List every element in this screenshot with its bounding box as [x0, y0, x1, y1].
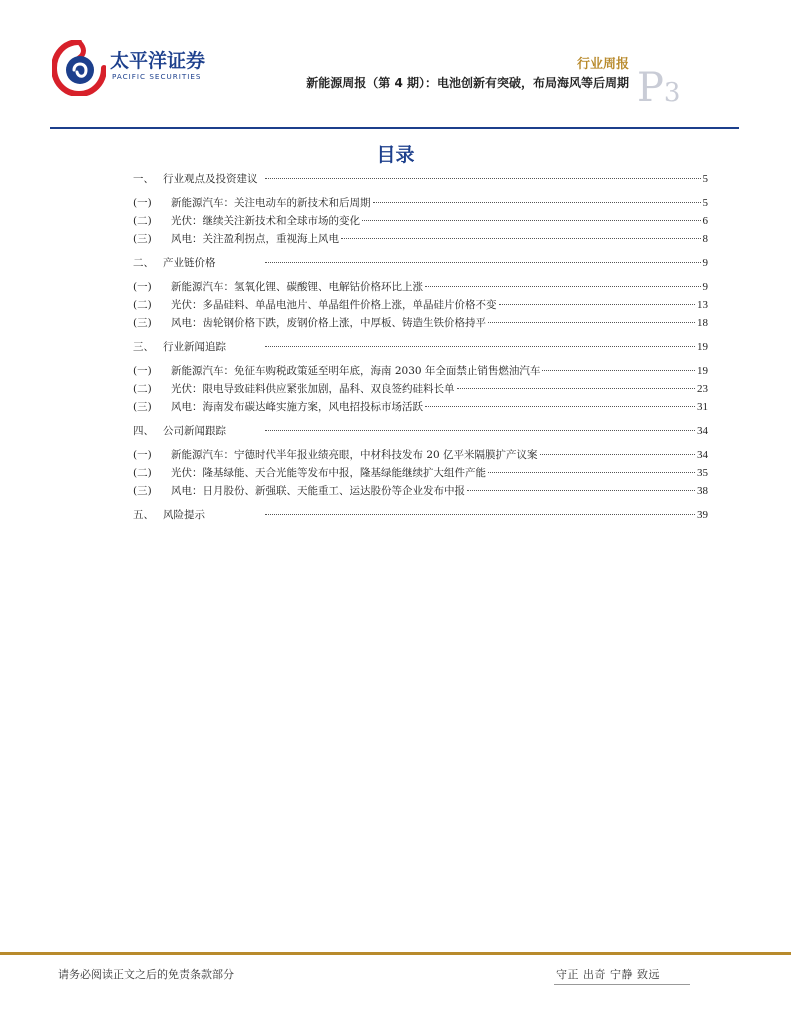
logo-cn-text: 太平洋证券 [110, 50, 206, 72]
toc-entry-page: 8 [702, 233, 708, 245]
toc-entry[interactable] [133, 380, 708, 398]
toc-entry-number: (二) [133, 467, 152, 479]
toc-entry[interactable] [133, 212, 708, 230]
toc-entry-number: 四、 [133, 425, 154, 437]
toc-entry-page: 9 [702, 281, 708, 293]
toc-entry-number: 二、 [133, 257, 154, 269]
page-number-value: 3 [663, 78, 681, 108]
toc-entry-label: 公司新闻跟踪 [163, 425, 226, 437]
toc-entry-leader [457, 388, 696, 389]
toc-entry-page: 31 [697, 401, 708, 413]
toc-entry-number: (二) [133, 383, 152, 395]
toc-entry-label: 新能源汽车：宁德时代半年报业绩亮眼，中材科技发布 20 亿平米隔膜扩产议案 [171, 449, 538, 461]
toc-entry[interactable] [133, 296, 708, 314]
toc-entry-number: (一) [133, 281, 152, 293]
toc-entry-page: 5 [702, 173, 708, 185]
toc-entry-leader [499, 304, 696, 305]
toc-entry[interactable] [133, 194, 708, 212]
toc-title: 目录 [376, 144, 415, 166]
toc-entry-page: 5 [702, 197, 708, 209]
toc-entry-page: 9 [702, 257, 708, 269]
toc-entry-label: 行业观点及投资建议 [163, 173, 258, 185]
toc-entry-page: 23 [697, 383, 708, 395]
page-header [0, 0, 791, 135]
toc-entry-page: 39 [697, 509, 708, 521]
toc-entry-number: (一) [133, 365, 152, 377]
toc-entry-label: 风电：日月股份、新强联、天能重工、运达股份等企业发布中报 [171, 485, 465, 497]
logo-en-text: PACIFIC SECURITIES [112, 72, 202, 81]
toc-entry-number: (三) [133, 233, 152, 245]
toc-entry-page: 19 [697, 341, 708, 353]
toc-entry-number: (三) [133, 401, 152, 413]
toc-entry-number: (三) [133, 317, 152, 329]
toc-entry[interactable] [133, 254, 708, 272]
page-prefix: P [637, 65, 664, 111]
toc-entry[interactable] [133, 464, 708, 482]
toc-entry[interactable] [133, 482, 708, 500]
page-number [637, 65, 681, 113]
toc-entry-leader [265, 262, 701, 263]
toc-entry-leader [542, 370, 695, 371]
toc-entry-label: 行业新闻追踪 [163, 341, 226, 353]
toc-entry-label: 新能源汽车：免征车购税政策延至明年底，海南 2030 年全面禁止销售燃油汽车 [171, 365, 541, 377]
report-title: 新能源周报（第 4 期）：电池创新有突破，布局海风等后周期 [306, 76, 629, 90]
toc-entry-leader [362, 220, 701, 221]
toc-entry[interactable] [133, 230, 708, 248]
footer-motto: 守正 出奇 宁静 致远 [556, 968, 660, 981]
toc-entry-label: 风电：海南发布碳达峰实施方案，风电招投标市场活跃 [171, 401, 423, 413]
toc-entry-number: (二) [133, 299, 152, 311]
toc-entry-number: 三、 [133, 341, 154, 353]
toc-entry-label: 光伏：隆基绿能、天合光能等发布中报，隆基绿能继续扩大组件产能 [171, 467, 486, 479]
toc-entry-label: 风险提示 [163, 509, 205, 521]
toc-entry-label: 光伏：限电导致硅料供应紧张加剧，晶科、双良签约硅料长单 [171, 383, 455, 395]
toc-entry[interactable] [133, 338, 708, 356]
toc-entry-leader [425, 406, 695, 407]
toc-entry[interactable] [133, 362, 708, 380]
toc-entry-label: 产业链价格 [163, 257, 216, 269]
toc-entry-leader [373, 202, 701, 203]
toc-entry-page: 35 [697, 467, 708, 479]
toc-entry-label: 风电：关注盈利拐点，重视海上风电 [171, 233, 339, 245]
toc-entry[interactable] [133, 422, 708, 440]
toc-entry-page: 38 [697, 485, 708, 497]
toc-entry[interactable] [133, 446, 708, 464]
report-type: 行业周报 [576, 57, 629, 72]
footer-disclaimer: 请务必阅读正文之后的免责条款部分 [58, 968, 234, 981]
toc-entry-page: 13 [697, 299, 708, 311]
toc-entry-leader [425, 286, 701, 287]
company-logo [52, 40, 212, 96]
toc-entry[interactable] [133, 506, 708, 524]
toc-entry-page: 18 [697, 317, 708, 329]
toc-entry-number: (一) [133, 197, 152, 209]
footer-divider [0, 952, 791, 955]
toc-entry-leader [540, 454, 695, 455]
toc-entry-leader [467, 490, 695, 491]
toc-entry[interactable] [133, 398, 708, 416]
toc-entry[interactable] [133, 170, 708, 188]
toc-entry-leader [265, 430, 695, 431]
toc-entry-leader [265, 514, 695, 515]
toc-entry-leader [341, 238, 701, 239]
toc-entry-number: (一) [133, 449, 152, 461]
toc-entry-label: 光伏：多晶硅料、单晶电池片、单晶组件价格上涨，单晶硅片价格不变 [171, 299, 497, 311]
toc-entry-leader [265, 346, 695, 347]
toc-entry[interactable] [133, 314, 708, 332]
header-divider [50, 127, 739, 129]
toc-entry-page: 6 [702, 215, 708, 227]
toc-entry-leader [265, 178, 701, 179]
logo-mark-icon [52, 40, 106, 96]
toc-entry-number: (三) [133, 485, 152, 497]
toc-entry-label: 风电：齿轮钢价格下跌，废钢价格上涨，中厚板、铸造生铁价格持平 [171, 317, 486, 329]
toc-entry-leader [488, 472, 695, 473]
footer-motto-underline [554, 984, 690, 985]
toc-entry-number: 五、 [133, 509, 154, 521]
toc-entry-number: 一、 [133, 173, 154, 185]
toc-entry-leader [488, 322, 695, 323]
toc-entry-label: 新能源汽车：氢氧化锂、碳酸锂、电解钴价格环比上涨 [171, 281, 423, 293]
toc-entry-page: 19 [697, 365, 708, 377]
toc-entry-label: 新能源汽车：关注电动车的新技术和后周期 [171, 197, 371, 209]
toc-entry-page: 34 [697, 449, 708, 461]
toc-entry-page: 34 [697, 425, 708, 437]
toc-entry-number: (二) [133, 215, 152, 227]
toc-entry-label: 光伏：继续关注新技术和全球市场的变化 [171, 215, 360, 227]
toc-entry[interactable] [133, 278, 708, 296]
